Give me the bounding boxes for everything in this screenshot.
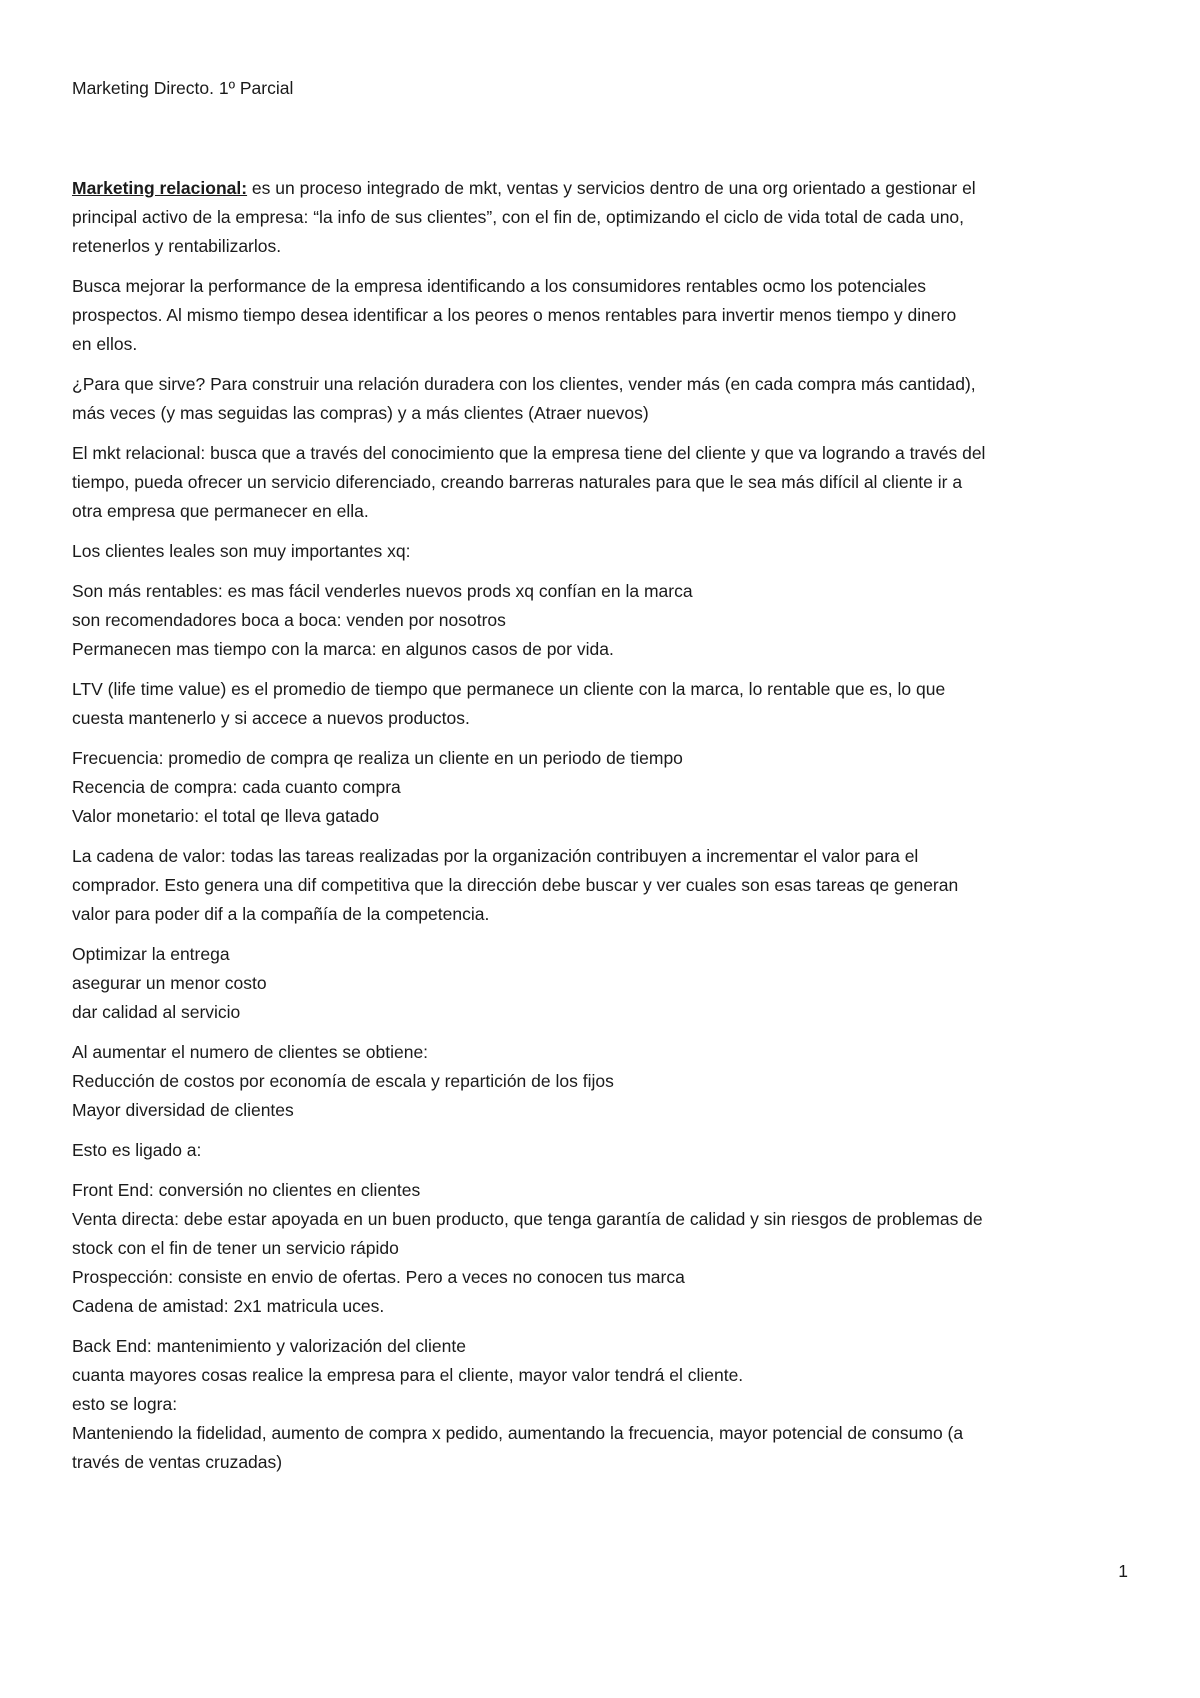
text-line: Recencia de compra: cada cuanto compra — [72, 777, 401, 797]
paragraph-para-que-sirve — [72, 370, 1144, 428]
document-header: Marketing Directo. 1º Parcial — [72, 78, 294, 98]
paragraph-optimizar — [72, 940, 1144, 1027]
text-line: Valor monetario: el total qe lleva gatado — [72, 806, 380, 826]
paragraph-marketing-relacional — [72, 174, 1144, 261]
text-line: dar calidad al servicio — [72, 1002, 241, 1022]
text-line — [72, 174, 1144, 203]
page-number: 1 — [1118, 1561, 1128, 1581]
text-line: cuesta mantenerlo y si accece a nuevos productos. — [72, 708, 470, 728]
text-line: Permanecen mas tiempo con la marca: en algunos casos de por vida. — [72, 639, 614, 659]
text-line: Reducción de costos por economía de escala y repartición de los fijos — [72, 1071, 614, 1091]
paragraph-ventajas-clientes — [72, 577, 1144, 664]
text-line: principal activo de la empresa: “la info de sus clientes”, con el fin de, optimizando el ciclo de vida total de cada uno, — [72, 207, 965, 227]
text-line: Optimizar la entrega — [72, 944, 230, 964]
term-marketing-relacional: Marketing relacional: — [72, 178, 248, 198]
text-line-content: es un proceso integrado de mkt, ventas y servicios dentro de una org orientado a gestionar el — [247, 178, 976, 198]
text-line: Son más rentables: es mas fácil venderles nuevos prods xq confían en la marca — [72, 581, 693, 601]
text-line: Back End: mantenimiento y valorización del cliente — [72, 1336, 466, 1356]
paragraph-front-end — [72, 1176, 1144, 1321]
text-line: través de ventas cruzadas) — [72, 1452, 283, 1472]
text-line: en ellos. — [72, 334, 138, 354]
text-line: Manteniendo la fidelidad, aumento de compra x pedido, aumentando la frecuencia, mayor potencial de consumo (a — [72, 1423, 964, 1443]
paragraph-back-end — [72, 1332, 1144, 1477]
paragraph-ltv — [72, 675, 1144, 733]
paragraph-aumentar-clientes — [72, 1038, 1144, 1125]
paragraph-performance — [72, 272, 1144, 359]
text-line: Al aumentar el numero de clientes se obtiene: — [72, 1042, 429, 1062]
text-line: otra empresa que permanecer en ella. — [72, 501, 369, 521]
paragraph-mkt-relacional — [72, 439, 1144, 526]
text-line: asegurar un menor costo — [72, 973, 267, 993]
text-line: esto se logra: — [72, 1394, 178, 1414]
text-line: ¿Para que sirve? Para construir una relación duradera con los clientes, vender más (en cada compra más cantidad), — [72, 374, 976, 394]
text-line: valor para poder dif a la compañía de la competencia. — [72, 904, 490, 924]
text-line: Mayor diversidad de clientes — [72, 1100, 294, 1120]
text-line: son recomendadores boca a boca: venden por nosotros — [72, 610, 506, 630]
text-line: Esto es ligado a: — [72, 1140, 202, 1160]
text-line: prospectos. Al mismo tiempo desea identificar a los peores o menos rentables para invertir menos tiempo y dinero — [72, 305, 957, 325]
text-line: Los clientes leales son muy importantes xq: — [72, 541, 411, 561]
text-line: tiempo, pueda ofrecer un servicio diferenciado, creando barreras naturales para que le sea más difícil al cliente ir a — [72, 472, 963, 492]
paragraph-clientes-leales — [72, 537, 1144, 566]
text-line: más veces (y mas seguidas las compras) y a más clientes (Atraer nuevos) — [72, 403, 649, 423]
paragraph-rfm — [72, 744, 1144, 831]
paragraph-ligado — [72, 1136, 1144, 1165]
text-line: comprador. Esto genera una dif competitiva que la dirección debe buscar y ver cuales son esas tareas qe generan — [72, 875, 959, 895]
text-line: stock con el fin de tener un servicio rápido — [72, 1238, 399, 1258]
text-line: retenerlos y rentabilizarlos. — [72, 236, 282, 256]
paragraph-cadena-de-valor — [72, 842, 1144, 929]
document-body — [72, 174, 1144, 1488]
text-line: Busca mejorar la performance de la empresa identificando a los consumidores rentables ocmo los potenciales — [72, 276, 927, 296]
text-line: Cadena de amistad: 2x1 matricula uces. — [72, 1296, 385, 1316]
text-line: Frecuencia: promedio de compra qe realiza un cliente en un periodo de tiempo — [72, 748, 683, 768]
text-line: Front End: conversión no clientes en clientes — [72, 1180, 421, 1200]
text-line: El mkt relacional: busca que a través del conocimiento que la empresa tiene del cliente y que va logrando a través del — [72, 443, 986, 463]
text-line: cuanta mayores cosas realice la empresa para el cliente, mayor valor tendrá el cliente. — [72, 1365, 744, 1385]
text-line: LTV (life time value) es el promedio de tiempo que permanece un cliente con la marca, lo rentable que es, lo que — [72, 679, 946, 699]
text-line: La cadena de valor: todas las tareas realizadas por la organización contribuyen a incrementar el valor para el — [72, 846, 919, 866]
text-line: Venta directa: debe estar apoyada en un buen producto, que tenga garantía de calidad y sin riesgos de problemas de — [72, 1209, 983, 1229]
text-line: Prospección: consiste en envio de ofertas. Pero a veces no conocen tus marca — [72, 1267, 685, 1287]
